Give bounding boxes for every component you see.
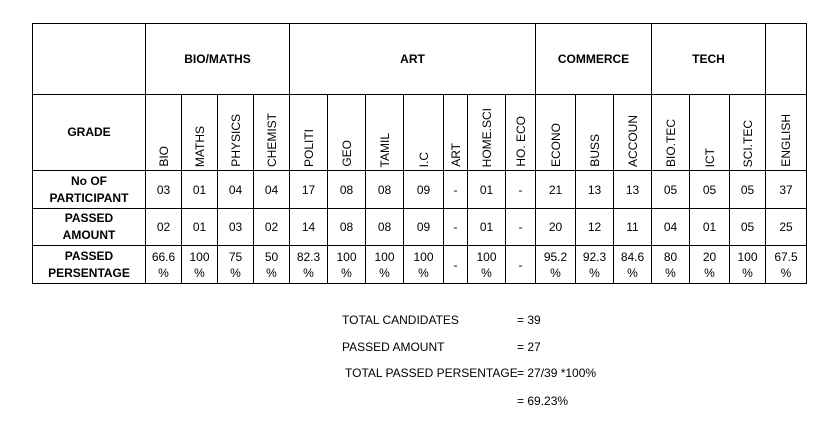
subject-header (468, 95, 506, 171)
passed-amount-label: PASSED AMOUNT (342, 340, 445, 354)
passed-cell: 02 (146, 209, 182, 246)
subject-header (254, 95, 290, 171)
subject-row (33, 95, 807, 171)
subject-name: BIO.TEC (663, 118, 678, 167)
percentage-sign: % (194, 265, 205, 280)
percentage-value: 100 (189, 249, 210, 264)
passed-cell: 25 (766, 209, 807, 246)
passed-cell: 02 (254, 209, 290, 246)
percentage-cell (366, 246, 404, 284)
percentage-sign: % (341, 265, 352, 280)
participants-label (33, 171, 146, 209)
percentage-sign: % (704, 265, 715, 280)
participants-cell: 21 (536, 171, 576, 209)
percentage-value: 84.6 (620, 249, 645, 264)
percentage-cell (506, 246, 536, 284)
subject-name: TAMIL (377, 132, 392, 167)
participants-cell: 13 (576, 171, 614, 209)
subject-name: SCI.TEC (740, 119, 755, 167)
participants-cell: 01 (468, 171, 506, 209)
passed-cell: 01 (468, 209, 506, 246)
passed-cell: 11 (614, 209, 652, 246)
participants-cell: 03 (146, 171, 182, 209)
participants-cell: 05 (690, 171, 730, 209)
percentage-sign: % (627, 265, 638, 280)
passed-cell: - (444, 209, 468, 246)
subject-name: BIO (156, 146, 171, 167)
percentage-cell (690, 246, 730, 284)
subject-name: ICT (702, 147, 717, 167)
group-header-row (33, 24, 807, 95)
percentage-value: 100 (336, 249, 357, 264)
subject-header (576, 95, 614, 171)
participants-cell: 17 (290, 171, 328, 209)
percentage-cell (182, 246, 218, 284)
passed-cell: 03 (218, 209, 254, 246)
percentage-cell (444, 246, 468, 284)
percentage-cell (254, 246, 290, 284)
subject-header (290, 95, 328, 171)
percentage-cell (218, 246, 254, 284)
percentage-value: 100 (413, 249, 434, 264)
passed-cell: - (506, 209, 536, 246)
participants-cell: 04 (254, 171, 290, 209)
percentage-value: 50 (264, 249, 279, 264)
subject-name: ECONO (548, 122, 563, 167)
subject-header (146, 95, 182, 171)
group-tech: TECH (652, 24, 766, 95)
percentage-cell (614, 246, 652, 284)
subject-name: HO. ECO (513, 116, 528, 167)
percentage-sign: % (742, 265, 753, 280)
percentage-value: 100 (374, 249, 395, 264)
percentage-sign: % (266, 265, 277, 280)
participants-cell: 05 (730, 171, 766, 209)
subject-header (652, 95, 690, 171)
percentage-value: 80 (663, 249, 678, 264)
subject-header (614, 95, 652, 171)
percentage-label-line2: PERSENTAGE (48, 265, 130, 280)
participants-label-line1: No OF (71, 173, 107, 188)
percentage-cell (576, 246, 614, 284)
subject-name: MATHS (192, 125, 207, 167)
passed-cell: 04 (652, 209, 690, 246)
subject-name: HOME.SCI (479, 107, 494, 167)
passed-cell: 01 (182, 209, 218, 246)
group-empty (766, 24, 807, 95)
percentage-value: 66.6 (151, 249, 176, 264)
percentage-sign: % (589, 265, 600, 280)
percentage-value: - (518, 257, 523, 272)
results-table (32, 23, 807, 284)
passed-label (33, 209, 146, 246)
passed-cell: 01 (690, 209, 730, 246)
percentage-sign: % (418, 265, 429, 280)
percentage-cell (652, 246, 690, 284)
percentage-value: 20 (702, 249, 717, 264)
subject-header (536, 95, 576, 171)
subject-name: ART (448, 143, 463, 167)
subject-header (404, 95, 444, 171)
group-art: ART (290, 24, 536, 95)
passed-cell: 05 (730, 209, 766, 246)
participants-cell: - (444, 171, 468, 209)
subject-name: PHYSICS (228, 114, 243, 167)
percentage-sign: % (303, 265, 314, 280)
total-candidates-label: TOTAL CANDIDATES (342, 313, 459, 327)
percentage-value: 95.2 (543, 249, 568, 264)
subject-header (218, 95, 254, 171)
passed-cell: 12 (576, 209, 614, 246)
passed-label-line1: PASSED (64, 211, 114, 225)
participants-label-line2: PARTICIPANT (49, 190, 129, 205)
passed-cell: 14 (290, 209, 328, 246)
passed-cell: 09 (404, 209, 444, 246)
percentage-value: 92.3 (582, 249, 607, 264)
percentage-value: 100 (737, 249, 758, 264)
percentage-sign: % (550, 265, 561, 280)
percentage-cell (468, 246, 506, 284)
subject-header (366, 95, 404, 171)
final-percentage-value: = 69.23% (517, 394, 569, 408)
participants-row (33, 171, 807, 209)
subject-header (766, 95, 807, 171)
participants-cell: 37 (766, 171, 807, 209)
percentage-value: 75 (228, 249, 243, 264)
percentage-row (33, 246, 807, 284)
passed-amount-value: = 27 (517, 340, 541, 354)
percentage-cell (536, 246, 576, 284)
percentage-cell (404, 246, 444, 284)
percentage-sign: % (481, 265, 492, 280)
subject-header (328, 95, 366, 171)
percentage-value: - (453, 257, 458, 272)
percentage-cell (328, 246, 366, 284)
passed-label-line2: AMOUNT (62, 228, 116, 242)
passed-row (33, 209, 807, 246)
subject-name: BUSS (587, 134, 602, 167)
percentage-value: 100 (476, 249, 497, 264)
subject-name: POLITI (301, 128, 316, 167)
subject-header (730, 95, 766, 171)
percentage-cell (146, 246, 182, 284)
participants-cell: - (506, 171, 536, 209)
percentage-sign: % (379, 265, 390, 280)
participants-cell: 01 (182, 171, 218, 209)
participants-cell: 09 (404, 171, 444, 209)
passed-cell: 08 (366, 209, 404, 246)
group-bio-maths: BIO/MATHS (146, 24, 290, 95)
participants-cell: 13 (614, 171, 652, 209)
percentage-sign: % (158, 265, 169, 280)
total-percentage-value: = 27/39 *100% (517, 366, 597, 380)
corner-cell (33, 24, 146, 95)
participants-cell: 04 (218, 171, 254, 209)
percentage-value: 67.5 (774, 249, 798, 264)
subject-header (444, 95, 468, 171)
subject-header (690, 95, 730, 171)
subject-header (182, 95, 218, 171)
percentage-sign: % (665, 265, 676, 280)
percentage-value: 82.3 (296, 249, 321, 264)
subject-name: ENGLISH (779, 114, 793, 167)
participants-cell: 05 (652, 171, 690, 209)
percentage-label (33, 246, 146, 284)
passed-cell: 20 (536, 209, 576, 246)
percentage-cell (290, 246, 328, 284)
group-commerce: COMMERCE (536, 24, 652, 95)
subject-name: CHEMIST (264, 113, 279, 167)
passed-cell: 08 (328, 209, 366, 246)
total-percentage-label: TOTAL PASSED PERSENTAGE (345, 366, 518, 380)
total-candidates-value: = 39 (517, 313, 541, 327)
percentage-sign: % (780, 265, 792, 280)
percentage-sign: % (230, 265, 241, 280)
subject-name: GEO (339, 140, 354, 167)
participants-cell: 08 (366, 171, 404, 209)
percentage-cell (766, 246, 807, 284)
subject-header (506, 95, 536, 171)
subject-name: I.C (416, 151, 431, 167)
percentage-cell (730, 246, 766, 284)
participants-cell: 08 (328, 171, 366, 209)
percentage-label-line1: PASSED (64, 248, 114, 263)
grade-label: GRADE (33, 95, 146, 171)
subject-name: ACCOUN (625, 114, 640, 167)
